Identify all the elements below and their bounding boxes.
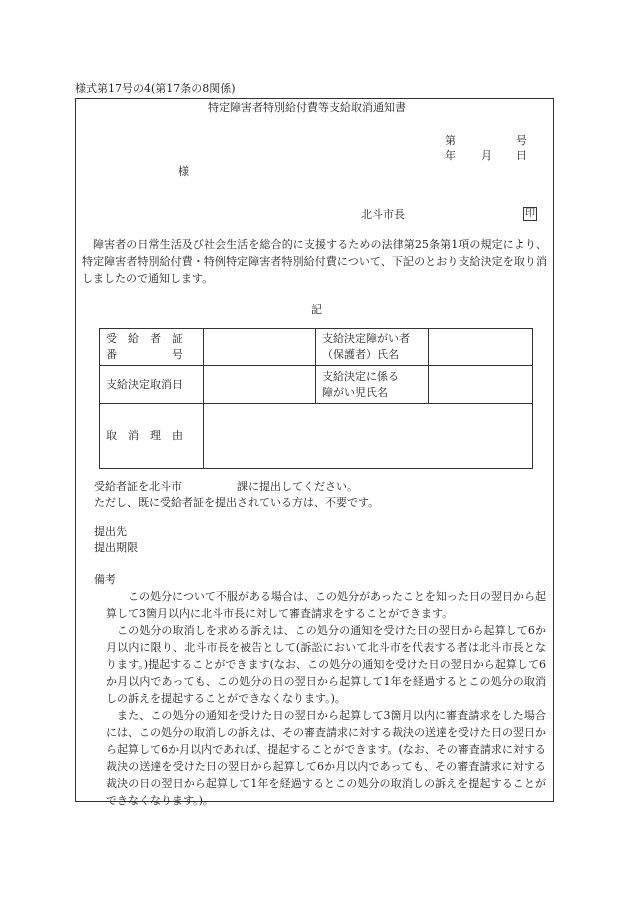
doc-number-dai: 第: [445, 134, 456, 147]
document-title: 特定障害者特別給付費等支給取消通知書: [208, 101, 406, 114]
reason-value: [204, 404, 533, 469]
decision-person-value: [429, 329, 533, 366]
notes-section: [106, 588, 546, 809]
doc-number-go: 号: [516, 134, 527, 147]
child-name-label: [316, 366, 429, 404]
submit-to-label: 提出先: [94, 525, 127, 538]
reason-label-text: 取 消 理 由: [106, 429, 183, 442]
details-table: [99, 328, 533, 469]
ki-heading: 記: [311, 303, 322, 316]
body-text: 障害者の日常生活及び社会生活を総合的に支援するための法律第25条第1項の規定により、特定障害者特別給付費・特例特定障害者特別給付費について、下記のとおり支給決定を取り消しましたので通知します。: [82, 238, 547, 285]
submission-line1-b: 課に提出してください。: [237, 480, 358, 493]
addressee-suffix: 様: [178, 165, 189, 178]
child-name-label-line2: 障がい児氏名: [322, 385, 388, 399]
decision-person-label-line2: （保護者）氏名: [322, 348, 399, 361]
date-day: 日: [516, 149, 527, 162]
recipient-cert-label: [100, 329, 204, 366]
issuer: 北斗市長: [361, 208, 405, 221]
form-number: 様式第17号の4(第17条の8関係): [75, 82, 236, 95]
reason-label: [100, 404, 204, 469]
cancel-date-label-text: 支給決定取消日: [106, 377, 183, 391]
child-name-value: [429, 366, 533, 404]
note-paragraph: また、この処分の通知を受けた日の翌日から起算して3箇月以内に審査請求をした場合には、この処分の取消しの訴えは、その審査請求に対する裁決の送達を受けた日の翌日から起算して6か月以内であれば、提起することができます。(なお、その審査請求に対する裁決の送達を受けた日の翌日から起算して6か月以内であっても、その審査請求に対する裁決の日の翌日から起算して1年を経過するとこの処分の取消しの訴えを提起することができなくなります。)。: [106, 709, 546, 807]
decision-person-label-line1: 支給決定障がい者: [322, 332, 410, 345]
deadline-label: 提出期限: [94, 541, 138, 554]
cancel-date-label: [100, 366, 204, 404]
decision-person-label: [316, 329, 429, 366]
note-paragraph: この処分の取消しを求める訴えは、この処分の通知を受けた日の翌日から起算して6か月以内に限り、北斗市長を被告として(訴訟において北斗市を代表する者は北斗市長となります。)提起することができます(なお、この処分の通知を受けた日の翌日から起算して6か月以内であっても、この処分の日の翌日から起算して1年を経過するとこの処分の取消しの訴えを提起することができなくなります。)。: [106, 624, 546, 705]
child-name-label-line1: 支給決定に係る: [322, 369, 399, 383]
note-paragraph: この処分について不服がある場合は、この処分があったことを知った日の翌日から起算して3箇月以内に北斗市長に対して審査請求をすることができます。: [106, 590, 546, 620]
cancel-date-value: [204, 366, 316, 404]
submission-line1-a: 受給者証を北斗市: [94, 480, 182, 493]
submission-line2: ただし、既に受給者証を提出されている方は、不要です。: [94, 496, 380, 509]
seal-mark: 印: [525, 208, 535, 219]
recipient-cert-label-line1: 受 給 者 証: [106, 332, 183, 345]
date-year: 年: [445, 149, 456, 162]
date-month: 月: [481, 149, 492, 162]
recipient-cert-label-line2: 番 号: [106, 348, 183, 361]
recipient-cert-value: [204, 329, 316, 366]
notes-title: 備考: [94, 573, 116, 586]
